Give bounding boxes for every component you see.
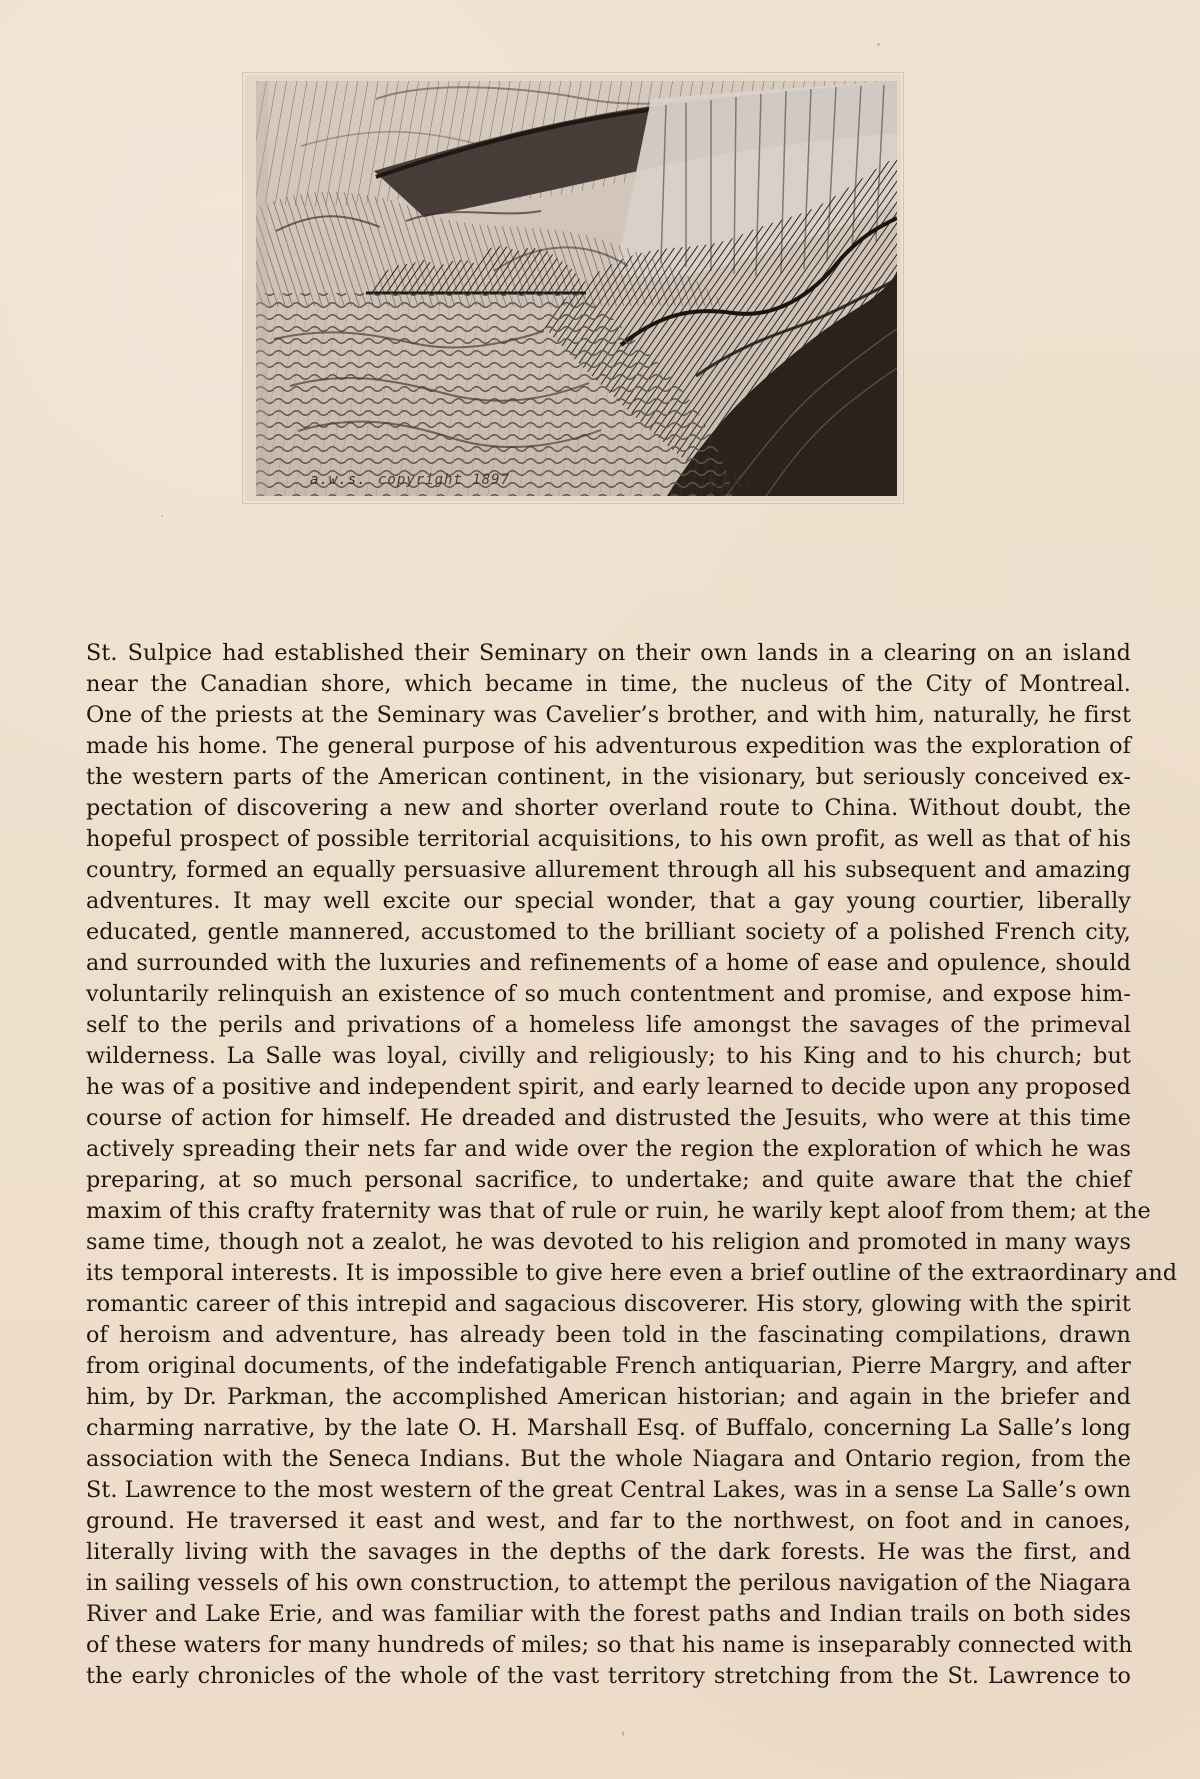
left-margin-shading [256, 81, 268, 496]
text-line: made his home. The general purpose of his adventurous expedition was the exploration of [86, 733, 1131, 759]
text-line: maxim of this crafty fraternity was that of rule or ruin, he warily kept aloof from them; at the [86, 1198, 1151, 1224]
text-line: wilderness. La Salle was loyal, civilly and religiously; to his King and to his church; but [86, 1043, 1131, 1069]
text-line: of heroism and adventure, has already been told in the fascinating compilations, drawn [86, 1322, 1131, 1348]
text-line: he was of a positive and independent spirit, and early learned to decide upon any proposed [86, 1074, 1131, 1100]
text-line: from original documents, of the indefatigable French antiquarian, Pierre Margry, and after [86, 1353, 1131, 1379]
text-line: the early chronicles of the whole of the vast territory stretching from the St. Lawrence to [86, 1663, 1131, 1689]
text-line: pectation of discovering a new and shorter overland route to China. Without doubt, the [86, 795, 1131, 821]
text-line: country, formed an equally persuasive allurement through all his subsequent and amazing [86, 857, 1131, 883]
text-line: preparing, at so much personal sacrifice, to undertake; and quite aware that the chief [86, 1167, 1131, 1193]
text-line: adventures. It may well excite our special wonder, that a gay young courtier, liberally [86, 888, 1131, 914]
text-line: River and Lake Erie, and was familiar with the forest paths and Indian trails on both sides [86, 1601, 1131, 1627]
text-line: romantic career of this intrepid and sagacious discoverer. His story, glowing with the spirit [86, 1291, 1131, 1317]
text-line: ground. He traversed it east and west, and far to the northwest, on foot and in canoes, [86, 1508, 1131, 1534]
text-line: same time, though not a zealot, he was devoted to his religion and promoted in many ways [86, 1229, 1131, 1255]
text-line: educated, gentle mannered, accustomed to the brilliant society of a polished French city, [86, 919, 1131, 945]
text-line: the western parts of the American continent, in the visionary, but seriously conceived ex- [86, 764, 1131, 790]
text-line: self to the perils and privations of a homeless life amongst the savages of the primeval [86, 1012, 1131, 1038]
text-line: and surrounded with the luxuries and refinements of a home of ease and opulence, should [86, 950, 1131, 976]
artist-initials: a.w.s. [310, 472, 367, 488]
paper-speck [877, 43, 880, 46]
text-line: St. Lawrence to the most western of the great Central Lakes, was in a sense La Salle’s own [86, 1477, 1131, 1503]
text-line: One of the priests at the Seminary was Cavelier’s brother, and with him, naturally, he first [86, 702, 1131, 728]
paper-speck [161, 515, 163, 517]
text-line: its temporal interests. It is impossible to give here even a brief outline of the extraordinary and [86, 1260, 1178, 1286]
text-line: hopeful prospect of possible territorial acquisitions, to his own profit, as well as that of his [86, 826, 1131, 852]
text-line: him, by Dr. Parkman, the accomplished American historian; and again in the briefer and [86, 1384, 1131, 1410]
text-line: near the Canadian shore, which became in time, the nucleus of the City of Montreal. [86, 671, 1131, 697]
plate-number: LIX. [707, 471, 755, 492]
text-line: of these waters for many hundreds of miles; so that his name is inseparably connected with [86, 1632, 1133, 1658]
paper-speck [622, 1731, 624, 1736]
etching-plate [243, 73, 903, 503]
text-line: charming narrative, by the late O. H. Marshall Esq. of Buffalo, concerning La Salle’s long [86, 1415, 1131, 1441]
text-line: in sailing vessels of his own construction, to attempt the perilous navigation of the Niagara [86, 1570, 1131, 1596]
etching-svg [256, 81, 897, 496]
copyright-mark: copyright 1897 [378, 472, 511, 488]
text-line: voluntarily relinquish an existence of so much contentment and promise, and expose him- [86, 981, 1131, 1007]
body-text [86, 638, 1178, 1692]
text-line: course of action for himself. He dreaded and distrusted the Jesuits, who were at this time [86, 1105, 1131, 1131]
text-line: St. Sulpice had established their Seminary on their own lands in a clearing on an island [86, 640, 1131, 666]
text-line: actively spreading their nets far and wide over the region the exploration of which he was [86, 1136, 1131, 1162]
niagara-falls-etching [256, 81, 897, 496]
text-line: association with the Seneca Indians. But the whole Niagara and Ontario region, from the [86, 1446, 1131, 1472]
text-line: literally living with the savages in the depths of the dark forests. He was the first, and [86, 1539, 1131, 1565]
